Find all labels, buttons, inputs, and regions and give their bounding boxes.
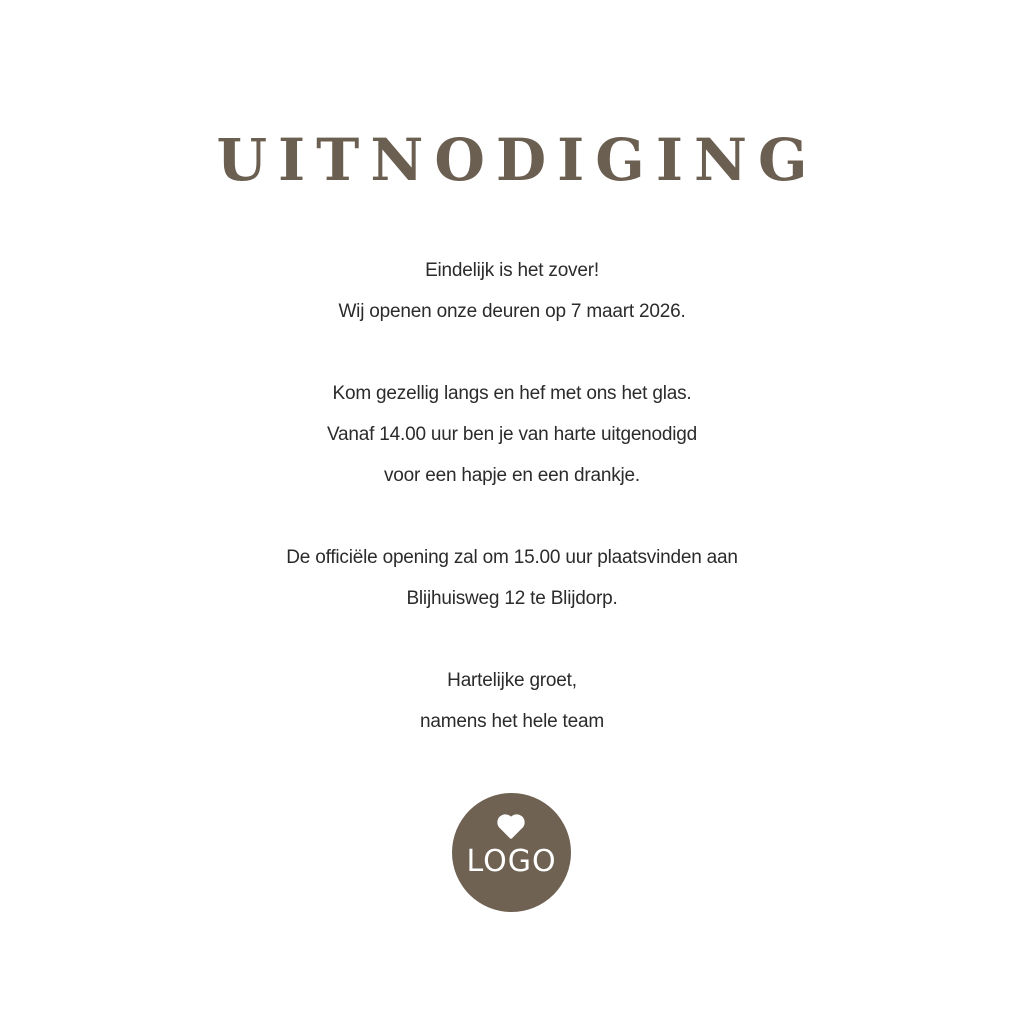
body-line: Wij openen onze deuren op 7 maart 2026. <box>338 301 686 322</box>
paragraph-spacer <box>0 619 1024 660</box>
invitation-body <box>0 250 1024 742</box>
body-line: voor een hapje en een drankje. <box>384 465 640 486</box>
body-line: namens het hele team <box>419 711 604 732</box>
logo-text: LOGO <box>466 844 557 879</box>
body-line: Eindelijk is het zover! <box>425 260 599 281</box>
paragraph-opening <box>0 537 1024 619</box>
paragraph-welcome <box>0 373 1024 496</box>
body-line: Hartelijke groet, <box>447 670 577 691</box>
paragraph-spacer <box>0 496 1024 537</box>
body-line: Vanaf 14.00 uur ben je van harte uitgenodigd <box>326 424 698 445</box>
body-line: De officiële opening zal om 15.00 uur plaatsvinden aan <box>286 547 738 568</box>
body-line: Kom gezellig langs en hef met ons het glas. <box>332 383 692 404</box>
body-line: Blijhuisweg 12 te Blijdorp. <box>406 588 618 609</box>
logo-badge <box>452 793 571 912</box>
paragraph-spacer <box>0 332 1024 373</box>
paragraph-announcement <box>0 250 1024 332</box>
invitation-title: UITNODIGING <box>216 126 819 194</box>
paragraph-signature <box>0 660 1024 742</box>
